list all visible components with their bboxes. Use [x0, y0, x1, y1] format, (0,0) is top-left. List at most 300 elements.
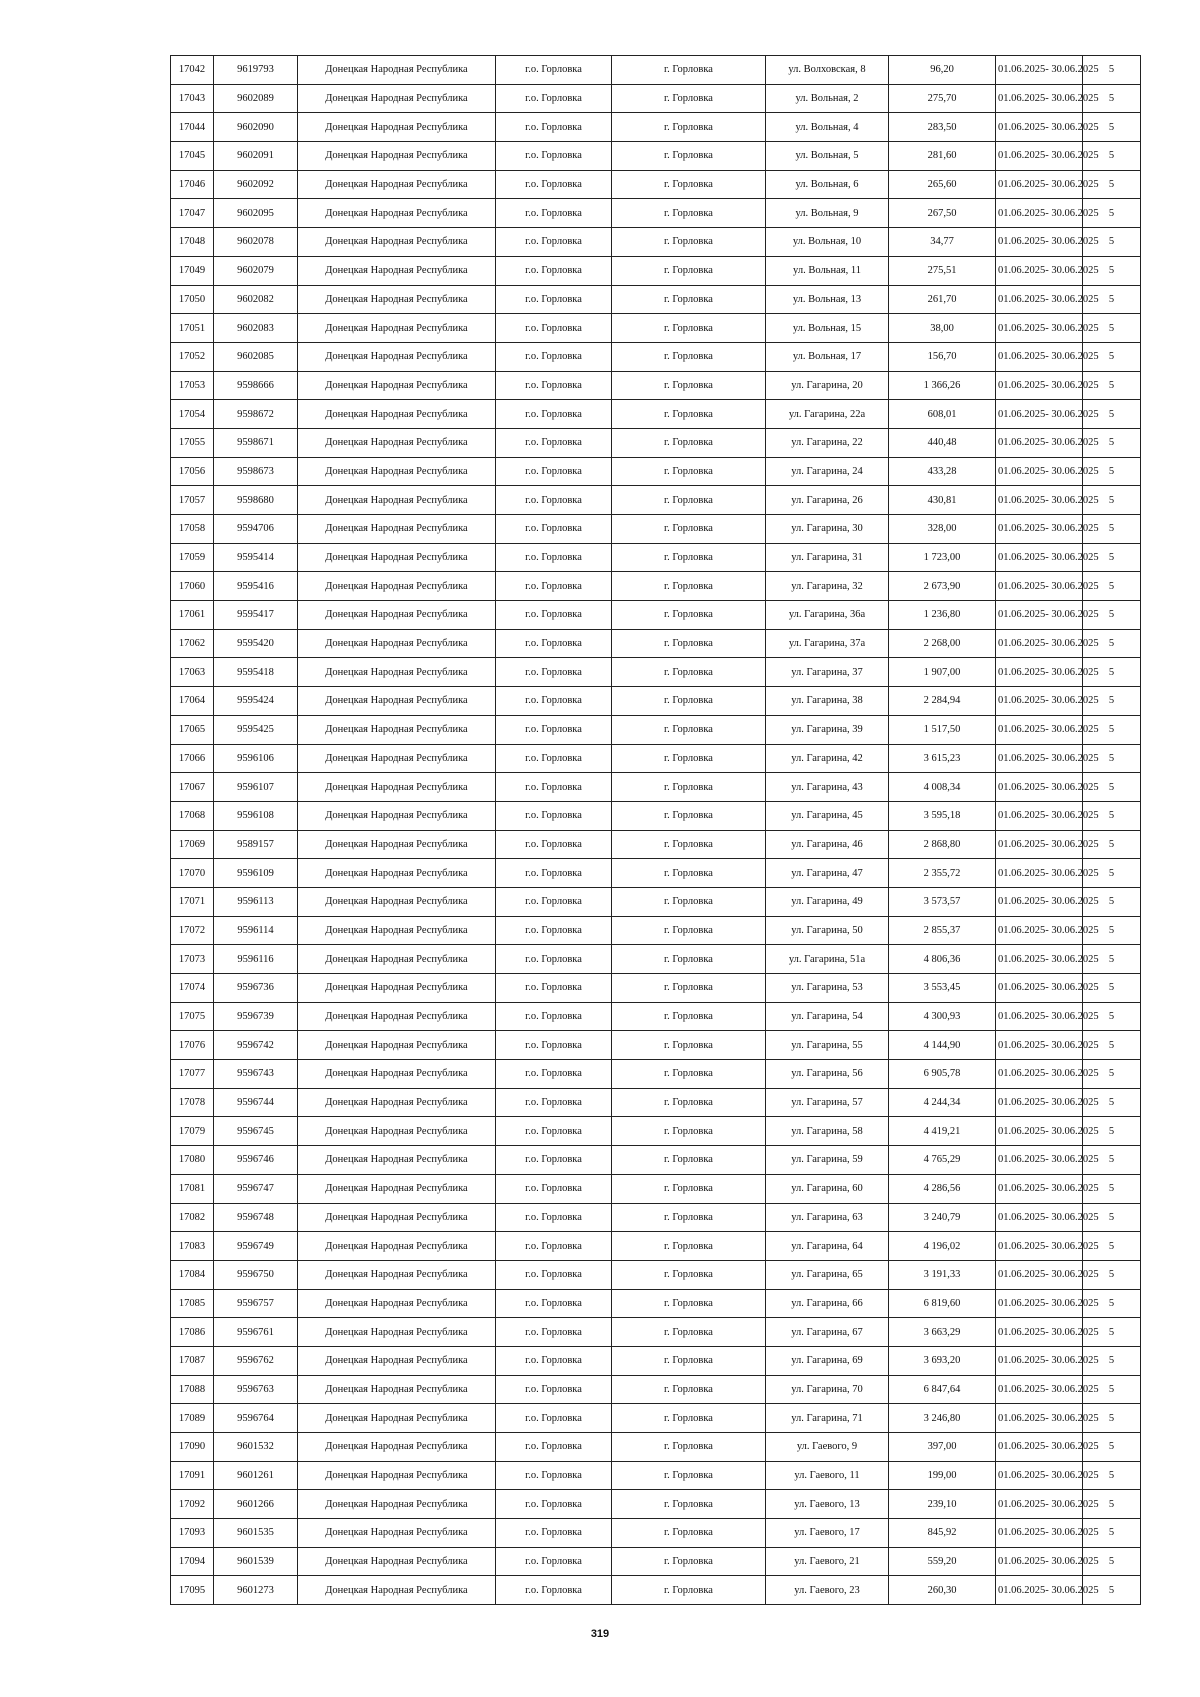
value-cell: 5 — [1083, 457, 1141, 486]
city-cell: г. Горловка — [612, 1576, 766, 1605]
area-cell: 2 855,37 — [889, 916, 996, 945]
object-id-cell: 9595418 — [214, 658, 298, 687]
area-cell: 283,50 — [889, 113, 996, 142]
address-cell: ул. Гагарина, 36а — [766, 601, 889, 630]
address-cell: ул. Гагарина, 63 — [766, 1203, 889, 1232]
area-cell: 3 573,57 — [889, 887, 996, 916]
object-id-cell: 9596116 — [214, 945, 298, 974]
row-number-cell: 17066 — [171, 744, 214, 773]
table-row — [171, 1433, 1141, 1462]
city-cell: г. Горловка — [612, 801, 766, 830]
object-id-cell: 9601266 — [214, 1490, 298, 1519]
value-cell: 5 — [1083, 1461, 1141, 1490]
municipality-cell: г.о. Горловка — [496, 1346, 612, 1375]
region-cell: Донецкая Народная Республика — [298, 1146, 496, 1175]
row-number-cell: 17079 — [171, 1117, 214, 1146]
municipality-cell: г.о. Горловка — [496, 1519, 612, 1548]
region-cell: Донецкая Народная Республика — [298, 1461, 496, 1490]
row-number-cell: 17061 — [171, 601, 214, 630]
region-cell: Донецкая Народная Республика — [298, 916, 496, 945]
region-cell: Донецкая Народная Республика — [298, 515, 496, 544]
table-row — [171, 1461, 1141, 1490]
value-cell: 5 — [1083, 170, 1141, 199]
address-cell: ул. Гаевого, 17 — [766, 1519, 889, 1548]
address-cell: ул. Гагарина, 22 — [766, 428, 889, 457]
municipality-cell: г.о. Горловка — [496, 629, 612, 658]
row-number-cell: 17081 — [171, 1174, 214, 1203]
city-cell: г. Горловка — [612, 1404, 766, 1433]
table-row — [171, 801, 1141, 830]
row-number-cell: 17082 — [171, 1203, 214, 1232]
municipality-cell: г.о. Горловка — [496, 228, 612, 257]
area-cell: 6 819,60 — [889, 1289, 996, 1318]
municipality-cell: г.о. Горловка — [496, 285, 612, 314]
value-cell: 5 — [1083, 113, 1141, 142]
row-number-cell: 17090 — [171, 1433, 214, 1462]
value-cell: 5 — [1083, 1490, 1141, 1519]
city-cell: г. Горловка — [612, 84, 766, 113]
table-row — [171, 945, 1141, 974]
value-cell: 5 — [1083, 1088, 1141, 1117]
area-cell: 3 595,18 — [889, 801, 996, 830]
period-cell: 01.06.2025- 30.06.2025 — [996, 658, 1083, 687]
address-cell: ул. Гагарина, 51а — [766, 945, 889, 974]
period-cell: 01.06.2025- 30.06.2025 — [996, 285, 1083, 314]
value-cell: 5 — [1083, 1031, 1141, 1060]
object-id-cell: 9596762 — [214, 1346, 298, 1375]
city-cell: г. Горловка — [612, 1318, 766, 1347]
table-row — [171, 830, 1141, 859]
municipality-cell: г.о. Горловка — [496, 342, 612, 371]
table-row — [171, 601, 1141, 630]
value-cell: 5 — [1083, 342, 1141, 371]
object-id-cell: 9595424 — [214, 687, 298, 716]
city-cell: г. Горловка — [612, 1260, 766, 1289]
value-cell: 5 — [1083, 687, 1141, 716]
table-row — [171, 285, 1141, 314]
region-cell: Донецкая Народная Республика — [298, 945, 496, 974]
area-cell: 3 240,79 — [889, 1203, 996, 1232]
table-row — [171, 1318, 1141, 1347]
table-body — [171, 56, 1141, 1605]
municipality-cell: г.о. Горловка — [496, 56, 612, 85]
row-number-cell: 17063 — [171, 658, 214, 687]
area-cell: 3 663,29 — [889, 1318, 996, 1347]
area-cell: 1 907,00 — [889, 658, 996, 687]
value-cell: 5 — [1083, 256, 1141, 285]
address-cell: ул. Гагарина, 37а — [766, 629, 889, 658]
city-cell: г. Горловка — [612, 371, 766, 400]
period-cell: 01.06.2025- 30.06.2025 — [996, 515, 1083, 544]
city-cell: г. Горловка — [612, 486, 766, 515]
address-cell: ул. Вольная, 13 — [766, 285, 889, 314]
period-cell: 01.06.2025- 30.06.2025 — [996, 1203, 1083, 1232]
row-number-cell: 17046 — [171, 170, 214, 199]
area-cell: 38,00 — [889, 314, 996, 343]
row-number-cell: 17067 — [171, 773, 214, 802]
area-cell: 96,20 — [889, 56, 996, 85]
region-cell: Донецкая Народная Республика — [298, 1519, 496, 1548]
city-cell: г. Горловка — [612, 1375, 766, 1404]
period-cell: 01.06.2025- 30.06.2025 — [996, 1547, 1083, 1576]
region-cell: Донецкая Народная Республика — [298, 342, 496, 371]
municipality-cell: г.о. Горловка — [496, 400, 612, 429]
region-cell: Донецкая Народная Республика — [298, 314, 496, 343]
value-cell: 5 — [1083, 830, 1141, 859]
object-id-cell: 9594706 — [214, 515, 298, 544]
region-cell: Донецкая Народная Республика — [298, 1060, 496, 1089]
object-id-cell: 9601539 — [214, 1547, 298, 1576]
region-cell: Донецкая Народная Республика — [298, 1117, 496, 1146]
area-cell: 440,48 — [889, 428, 996, 457]
region-cell: Донецкая Народная Республика — [298, 974, 496, 1003]
row-number-cell: 17057 — [171, 486, 214, 515]
value-cell: 5 — [1083, 199, 1141, 228]
row-number-cell: 17073 — [171, 945, 214, 974]
object-id-cell: 9602083 — [214, 314, 298, 343]
value-cell: 5 — [1083, 1146, 1141, 1175]
object-id-cell: 9595420 — [214, 629, 298, 658]
region-cell: Донецкая Народная Республика — [298, 1174, 496, 1203]
object-id-cell: 9601261 — [214, 1461, 298, 1490]
region-cell: Донецкая Народная Республика — [298, 170, 496, 199]
row-number-cell: 17048 — [171, 228, 214, 257]
table-row — [171, 84, 1141, 113]
city-cell: г. Горловка — [612, 974, 766, 1003]
area-cell: 4 196,02 — [889, 1232, 996, 1261]
period-cell: 01.06.2025- 30.06.2025 — [996, 56, 1083, 85]
address-cell: ул. Гагарина, 58 — [766, 1117, 889, 1146]
address-cell: ул. Вольная, 15 — [766, 314, 889, 343]
address-cell: ул. Гаевого, 13 — [766, 1490, 889, 1519]
address-cell: ул. Вольная, 2 — [766, 84, 889, 113]
address-cell: ул. Гаевого, 11 — [766, 1461, 889, 1490]
municipality-cell: г.о. Горловка — [496, 916, 612, 945]
municipality-cell: г.о. Горловка — [496, 601, 612, 630]
region-cell: Донецкая Народная Республика — [298, 1346, 496, 1375]
value-cell: 5 — [1083, 1404, 1141, 1433]
value-cell: 5 — [1083, 1174, 1141, 1203]
municipality-cell: г.о. Горловка — [496, 1547, 612, 1576]
object-id-cell: 9596739 — [214, 1002, 298, 1031]
value-cell: 5 — [1083, 1346, 1141, 1375]
area-cell: 275,70 — [889, 84, 996, 113]
row-number-cell: 17083 — [171, 1232, 214, 1261]
value-cell: 5 — [1083, 142, 1141, 171]
area-cell: 3 191,33 — [889, 1260, 996, 1289]
city-cell: г. Горловка — [612, 170, 766, 199]
municipality-cell: г.о. Горловка — [496, 1146, 612, 1175]
city-cell: г. Горловка — [612, 1060, 766, 1089]
municipality-cell: г.о. Горловка — [496, 1002, 612, 1031]
table-row — [171, 629, 1141, 658]
row-number-cell: 17077 — [171, 1060, 214, 1089]
address-cell: ул. Гагарина, 66 — [766, 1289, 889, 1318]
row-number-cell: 17060 — [171, 572, 214, 601]
object-id-cell: 9596745 — [214, 1117, 298, 1146]
region-cell: Донецкая Народная Республика — [298, 1547, 496, 1576]
period-cell: 01.06.2025- 30.06.2025 — [996, 687, 1083, 716]
table-row — [171, 543, 1141, 572]
municipality-cell: г.о. Горловка — [496, 887, 612, 916]
address-cell: ул. Гагарина, 24 — [766, 457, 889, 486]
table-row — [171, 1031, 1141, 1060]
row-number-cell: 17075 — [171, 1002, 214, 1031]
object-id-cell: 9595425 — [214, 715, 298, 744]
region-cell: Донецкая Народная Республика — [298, 1576, 496, 1605]
period-cell: 01.06.2025- 30.06.2025 — [996, 1461, 1083, 1490]
municipality-cell: г.о. Горловка — [496, 1404, 612, 1433]
city-cell: г. Горловка — [612, 916, 766, 945]
area-cell: 2 355,72 — [889, 859, 996, 888]
address-cell: ул. Гагарина, 55 — [766, 1031, 889, 1060]
municipality-cell: г.о. Горловка — [496, 658, 612, 687]
value-cell: 5 — [1083, 887, 1141, 916]
table-row — [171, 1146, 1141, 1175]
period-cell: 01.06.2025- 30.06.2025 — [996, 1174, 1083, 1203]
row-number-cell: 17091 — [171, 1461, 214, 1490]
object-id-cell: 9596746 — [214, 1146, 298, 1175]
municipality-cell: г.о. Горловка — [496, 142, 612, 171]
period-cell: 01.06.2025- 30.06.2025 — [996, 486, 1083, 515]
municipality-cell: г.о. Горловка — [496, 1031, 612, 1060]
address-cell: ул. Гагарина, 39 — [766, 715, 889, 744]
area-cell: 3 693,20 — [889, 1346, 996, 1375]
object-id-cell: 9596761 — [214, 1318, 298, 1347]
row-number-cell: 17052 — [171, 342, 214, 371]
object-id-cell: 9596742 — [214, 1031, 298, 1060]
area-cell: 559,20 — [889, 1547, 996, 1576]
value-cell: 5 — [1083, 601, 1141, 630]
object-id-cell: 9596108 — [214, 801, 298, 830]
period-cell: 01.06.2025- 30.06.2025 — [996, 1002, 1083, 1031]
address-cell: ул. Гагарина, 31 — [766, 543, 889, 572]
period-cell: 01.06.2025- 30.06.2025 — [996, 744, 1083, 773]
table-row — [171, 859, 1141, 888]
period-cell: 01.06.2025- 30.06.2025 — [996, 1433, 1083, 1462]
municipality-cell: г.о. Горловка — [496, 1060, 612, 1089]
municipality-cell: г.о. Горловка — [496, 256, 612, 285]
period-cell: 01.06.2025- 30.06.2025 — [996, 629, 1083, 658]
municipality-cell: г.о. Горловка — [496, 830, 612, 859]
address-cell: ул. Гагарина, 57 — [766, 1088, 889, 1117]
area-cell: 4 765,29 — [889, 1146, 996, 1175]
object-id-cell: 9602092 — [214, 170, 298, 199]
table-row — [171, 1375, 1141, 1404]
region-cell: Донецкая Народная Республика — [298, 1002, 496, 1031]
city-cell: г. Горловка — [612, 1490, 766, 1519]
table-row — [171, 887, 1141, 916]
value-cell: 5 — [1083, 801, 1141, 830]
address-cell: ул. Гагарина, 60 — [766, 1174, 889, 1203]
period-cell: 01.06.2025- 30.06.2025 — [996, 314, 1083, 343]
address-cell: ул. Вольная, 5 — [766, 142, 889, 171]
city-cell: г. Горловка — [612, 945, 766, 974]
value-cell: 5 — [1083, 629, 1141, 658]
value-cell: 5 — [1083, 773, 1141, 802]
region-cell: Донецкая Народная Республика — [298, 486, 496, 515]
address-cell: ул. Вольная, 9 — [766, 199, 889, 228]
object-id-cell: 9595414 — [214, 543, 298, 572]
value-cell: 5 — [1083, 715, 1141, 744]
region-cell: Донецкая Народная Республика — [298, 629, 496, 658]
row-number-cell: 17070 — [171, 859, 214, 888]
address-cell: ул. Гагарина, 54 — [766, 1002, 889, 1031]
period-cell: 01.06.2025- 30.06.2025 — [996, 228, 1083, 257]
city-cell: г. Горловка — [612, 314, 766, 343]
city-cell: г. Горловка — [612, 629, 766, 658]
table-row — [171, 170, 1141, 199]
table-row — [171, 371, 1141, 400]
table-row — [171, 113, 1141, 142]
address-cell: ул. Вольная, 4 — [766, 113, 889, 142]
row-number-cell: 17068 — [171, 801, 214, 830]
period-cell: 01.06.2025- 30.06.2025 — [996, 1117, 1083, 1146]
object-id-cell: 9602089 — [214, 84, 298, 113]
row-number-cell: 17086 — [171, 1318, 214, 1347]
region-cell: Донецкая Народная Республика — [298, 543, 496, 572]
object-id-cell: 9602085 — [214, 342, 298, 371]
value-cell: 5 — [1083, 314, 1141, 343]
period-cell: 01.06.2025- 30.06.2025 — [996, 887, 1083, 916]
municipality-cell: г.о. Горловка — [496, 773, 612, 802]
city-cell: г. Горловка — [612, 342, 766, 371]
municipality-cell: г.о. Горловка — [496, 1088, 612, 1117]
value-cell: 5 — [1083, 1547, 1141, 1576]
period-cell: 01.06.2025- 30.06.2025 — [996, 1490, 1083, 1519]
period-cell: 01.06.2025- 30.06.2025 — [996, 256, 1083, 285]
city-cell: г. Горловка — [612, 1031, 766, 1060]
row-number-cell: 17092 — [171, 1490, 214, 1519]
region-cell: Донецкая Народная Республика — [298, 199, 496, 228]
city-cell: г. Горловка — [612, 773, 766, 802]
row-number-cell: 17080 — [171, 1146, 214, 1175]
value-cell: 5 — [1083, 56, 1141, 85]
city-cell: г. Горловка — [612, 1203, 766, 1232]
area-cell: 3 615,23 — [889, 744, 996, 773]
value-cell: 5 — [1083, 400, 1141, 429]
row-number-cell: 17076 — [171, 1031, 214, 1060]
area-cell: 4 008,34 — [889, 773, 996, 802]
city-cell: г. Горловка — [612, 1289, 766, 1318]
page-number: 319 — [590, 1628, 610, 1640]
table-row — [171, 1117, 1141, 1146]
address-cell: ул. Гагарина, 67 — [766, 1318, 889, 1347]
period-cell: 01.06.2025- 30.06.2025 — [996, 801, 1083, 830]
region-cell: Донецкая Народная Республика — [298, 1203, 496, 1232]
city-cell: г. Горловка — [612, 1002, 766, 1031]
region-cell: Донецкая Народная Республика — [298, 228, 496, 257]
area-cell: 265,60 — [889, 170, 996, 199]
object-id-cell: 9596750 — [214, 1260, 298, 1289]
row-number-cell: 17093 — [171, 1519, 214, 1548]
value-cell: 5 — [1083, 84, 1141, 113]
municipality-cell: г.о. Горловка — [496, 1318, 612, 1347]
object-id-cell: 9596764 — [214, 1404, 298, 1433]
region-cell: Донецкая Народная Республика — [298, 84, 496, 113]
region-cell: Донецкая Народная Республика — [298, 744, 496, 773]
value-cell: 5 — [1083, 1260, 1141, 1289]
city-cell: г. Горловка — [612, 887, 766, 916]
value-cell: 5 — [1083, 371, 1141, 400]
row-number-cell: 17045 — [171, 142, 214, 171]
table-row — [171, 428, 1141, 457]
period-cell: 01.06.2025- 30.06.2025 — [996, 1031, 1083, 1060]
city-cell: г. Горловка — [612, 830, 766, 859]
address-cell: ул. Гаевого, 9 — [766, 1433, 889, 1462]
period-cell: 01.06.2025- 30.06.2025 — [996, 428, 1083, 457]
region-cell: Донецкая Народная Республика — [298, 801, 496, 830]
municipality-cell: г.о. Горловка — [496, 1289, 612, 1318]
object-id-cell: 9602079 — [214, 256, 298, 285]
register-table — [170, 55, 1141, 1605]
object-id-cell: 9596743 — [214, 1060, 298, 1089]
address-cell: ул. Гагарина, 65 — [766, 1260, 889, 1289]
municipality-cell: г.о. Горловка — [496, 1433, 612, 1462]
table-row — [171, 228, 1141, 257]
table-row — [171, 142, 1141, 171]
address-cell: ул. Гагарина, 26 — [766, 486, 889, 515]
table-row — [171, 1576, 1141, 1605]
area-cell: 2 268,00 — [889, 629, 996, 658]
municipality-cell: г.о. Горловка — [496, 543, 612, 572]
object-id-cell: 9595416 — [214, 572, 298, 601]
city-cell: г. Горловка — [612, 715, 766, 744]
area-cell: 281,60 — [889, 142, 996, 171]
table-row — [171, 400, 1141, 429]
city-cell: г. Горловка — [612, 400, 766, 429]
object-id-cell: 9601532 — [214, 1433, 298, 1462]
region-cell: Донецкая Народная Республика — [298, 1375, 496, 1404]
table-row — [171, 658, 1141, 687]
row-number-cell: 17089 — [171, 1404, 214, 1433]
period-cell: 01.06.2025- 30.06.2025 — [996, 1060, 1083, 1089]
address-cell: ул. Вольная, 11 — [766, 256, 889, 285]
area-cell: 261,70 — [889, 285, 996, 314]
row-number-cell: 17044 — [171, 113, 214, 142]
object-id-cell: 9596113 — [214, 887, 298, 916]
period-cell: 01.06.2025- 30.06.2025 — [996, 400, 1083, 429]
region-cell: Донецкая Народная Республика — [298, 859, 496, 888]
municipality-cell: г.о. Горловка — [496, 974, 612, 1003]
period-cell: 01.06.2025- 30.06.2025 — [996, 715, 1083, 744]
region-cell: Донецкая Народная Республика — [298, 715, 496, 744]
period-cell: 01.06.2025- 30.06.2025 — [996, 142, 1083, 171]
address-cell: ул. Вольная, 17 — [766, 342, 889, 371]
period-cell: 01.06.2025- 30.06.2025 — [996, 830, 1083, 859]
period-cell: 01.06.2025- 30.06.2025 — [996, 1260, 1083, 1289]
table-row — [171, 515, 1141, 544]
row-number-cell: 17065 — [171, 715, 214, 744]
address-cell: ул. Гагарина, 70 — [766, 1375, 889, 1404]
value-cell: 5 — [1083, 1002, 1141, 1031]
object-id-cell: 9601535 — [214, 1519, 298, 1548]
address-cell: ул. Гагарина, 22а — [766, 400, 889, 429]
object-id-cell: 9602078 — [214, 228, 298, 257]
object-id-cell: 9596763 — [214, 1375, 298, 1404]
value-cell: 5 — [1083, 1433, 1141, 1462]
table-row — [171, 314, 1141, 343]
period-cell: 01.06.2025- 30.06.2025 — [996, 1576, 1083, 1605]
municipality-cell: г.о. Горловка — [496, 1117, 612, 1146]
address-cell: ул. Гаевого, 23 — [766, 1576, 889, 1605]
value-cell: 5 — [1083, 543, 1141, 572]
address-cell: ул. Гагарина, 32 — [766, 572, 889, 601]
table-row — [171, 342, 1141, 371]
area-cell: 1 236,80 — [889, 601, 996, 630]
municipality-cell: г.о. Горловка — [496, 113, 612, 142]
region-cell: Донецкая Народная Республика — [298, 1433, 496, 1462]
